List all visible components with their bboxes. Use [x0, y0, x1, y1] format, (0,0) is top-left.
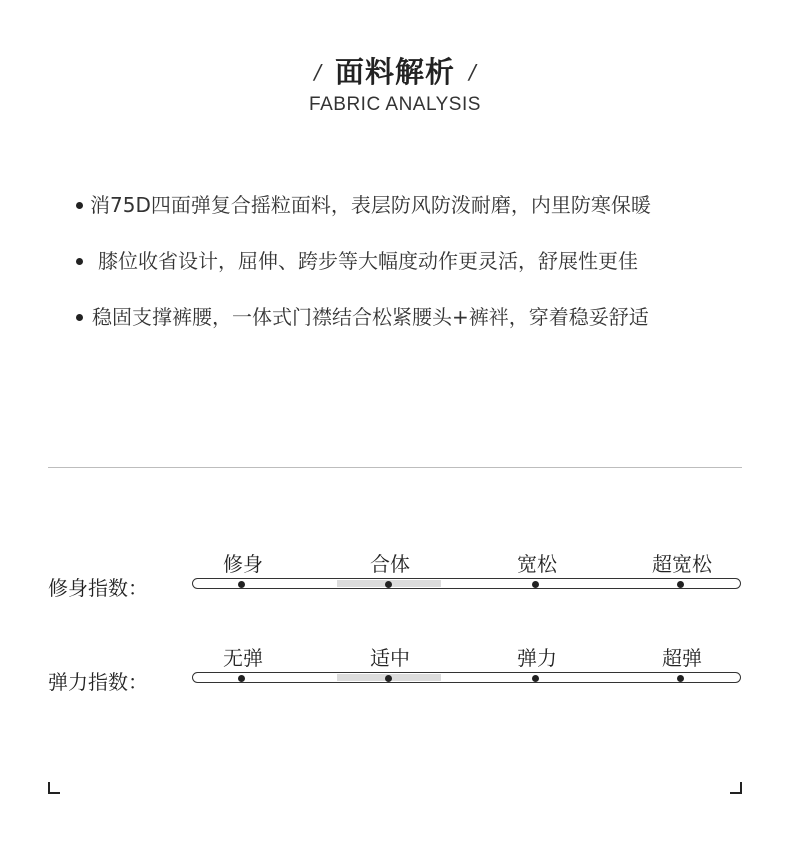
- stretch-index-scale: [0, 640, 790, 710]
- stretch-option-stretch: 弹力: [517, 646, 557, 670]
- feature-text: 消75D四面弹复合摇粒面料，表层防风防泼耐磨，内里防寒保暖: [90, 193, 651, 217]
- stretch-dot-icon: [238, 675, 245, 682]
- bullet-icon: [76, 314, 83, 321]
- fit-option-regular: 合体: [370, 552, 410, 576]
- bullet-icon: [76, 258, 83, 265]
- page-subtitle: FABRIC ANALYSIS: [309, 94, 481, 115]
- fit-dot-icon: [238, 581, 245, 588]
- fit-dot-icon: [532, 581, 539, 588]
- fit-dot-icon: [385, 581, 392, 588]
- stretch-option-none: 无弹: [223, 646, 263, 670]
- title-slash-right: /: [469, 60, 476, 84]
- stretch-option-moderate: 适中: [370, 646, 410, 670]
- stretch-index-label: 弹力指数：: [48, 670, 148, 694]
- fit-dot-icon: [677, 581, 684, 588]
- feature-text: 膝位收省设计，屈伸、跨步等大幅度动作更灵活，舒展性更佳: [98, 249, 638, 273]
- corner-bracket-right-icon: [730, 782, 742, 794]
- fit-index-label: 修身指数：: [48, 576, 148, 600]
- section-divider: [48, 467, 742, 468]
- stretch-dot-icon: [385, 675, 392, 682]
- stretch-dot-icon: [677, 675, 684, 682]
- fit-index-bar: [192, 578, 741, 589]
- section-title: [0, 52, 790, 92]
- stretch-index-bar: [192, 672, 741, 683]
- feature-list: [74, 190, 754, 358]
- fit-option-slim: 修身: [223, 552, 263, 576]
- title-slash-left: /: [314, 60, 321, 84]
- stretch-option-super: 超弹: [662, 646, 702, 670]
- corner-bracket-left-icon: [48, 782, 60, 794]
- stretch-dot-icon: [532, 675, 539, 682]
- page-title: 面料解析: [334, 55, 455, 89]
- fit-index-scale: [0, 546, 790, 616]
- fit-option-loose: 宽松: [517, 552, 557, 576]
- bullet-icon: [76, 202, 83, 209]
- feature-text: 稳固支撑裤腰，一体式门襟结合松紧腰头+裤袢，穿着稳妥舒适: [92, 305, 649, 329]
- feature-item: [74, 246, 754, 302]
- feature-item: [74, 302, 754, 358]
- fit-option-extra-loose: 超宽松: [652, 552, 712, 576]
- feature-item: [74, 190, 754, 246]
